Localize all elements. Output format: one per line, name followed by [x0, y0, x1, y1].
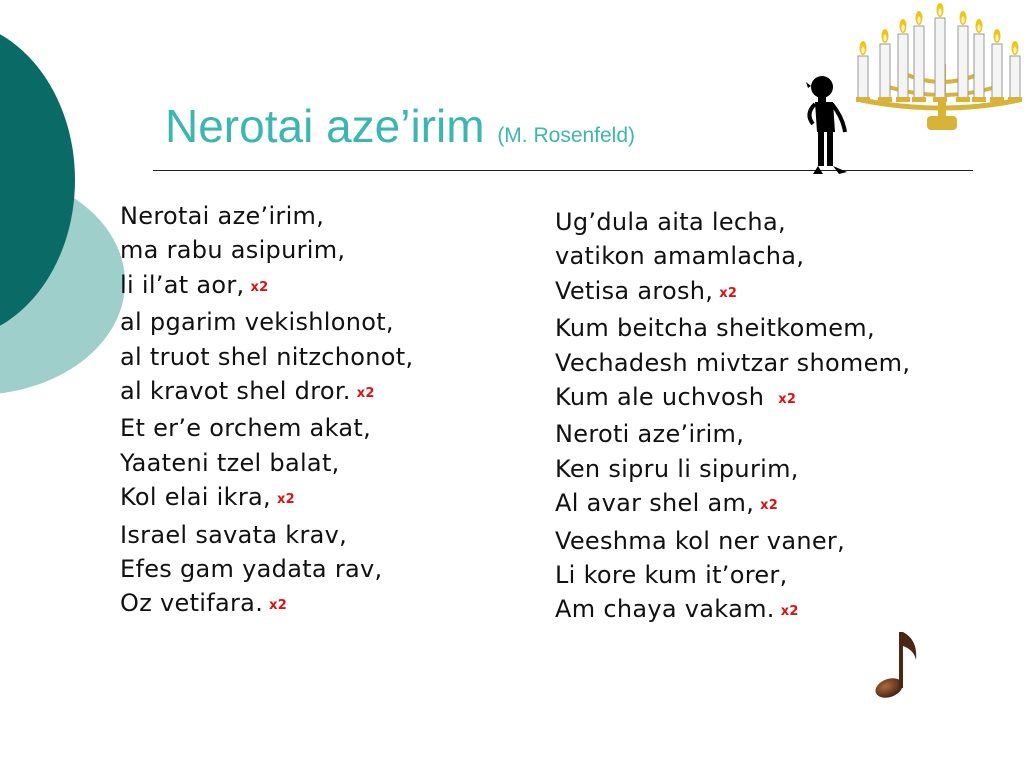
lyric-text: Neroti aze’irim,	[555, 420, 745, 449]
lyric-line	[555, 558, 910, 592]
lyric-line	[120, 411, 413, 445]
lyric-line	[555, 346, 910, 380]
title-text: Nerotai aze’irim	[165, 100, 485, 152]
lyric-text: al truot shel nitzchonot,	[120, 342, 414, 371]
repeat-marker: x2	[276, 492, 295, 508]
lyric-line	[120, 340, 413, 374]
repeat-marker: x2	[250, 279, 269, 295]
lyric-text: Vetisa arosh,	[555, 276, 714, 305]
lyrics-column-left	[120, 199, 413, 624]
lyric-text: Yaateni tzel balat,	[120, 448, 340, 477]
lyric-line	[120, 199, 413, 233]
slide-title	[165, 98, 635, 164]
repeat-marker: x2	[780, 604, 799, 620]
lyric-line	[120, 305, 413, 339]
lyric-text: Kol elai ikra,	[120, 483, 271, 512]
lyrics-column-right	[555, 205, 910, 630]
lyric-line	[120, 446, 413, 480]
lyric-text: Vechadesh mivtzar shomem,	[555, 348, 911, 377]
lyric-text: Ug’dula aita lecha,	[555, 208, 786, 236]
lyric-text: ma rabu asipurim,	[120, 236, 346, 265]
lyric-line	[120, 518, 413, 552]
lyric-text: Li kore kum it’orer,	[555, 561, 788, 590]
lyric-line	[120, 552, 413, 586]
lyric-text: vatikon amamlacha,	[555, 242, 805, 271]
cartoon-figure-icon	[805, 74, 861, 178]
title-subtitle: (M. Rosenfeld)	[497, 124, 636, 147]
lyric-line	[555, 239, 910, 273]
lyric-text: Nerotai aze’irim,	[120, 202, 325, 230]
lyric-line	[120, 586, 413, 623]
repeat-marker: x2	[719, 285, 738, 301]
repeat-marker: x2	[269, 598, 288, 614]
lyric-text: Et er’e orchem akat,	[120, 414, 371, 443]
lyric-text: Veeshma kol ner vaner,	[555, 526, 845, 555]
menorah-icon	[855, 4, 1024, 134]
lyric-line	[555, 311, 910, 345]
lyric-text: li il’at aor,	[120, 270, 245, 299]
lyric-text: Am chaya vakam.	[555, 595, 775, 624]
repeat-marker: x2	[778, 392, 797, 408]
lyric-line	[555, 592, 910, 629]
lyric-text: Oz vetifara.	[120, 589, 264, 618]
repeat-marker: x2	[356, 386, 375, 402]
lyric-line	[555, 274, 910, 311]
lyric-text: al kravot shel dror.	[120, 377, 351, 406]
lyric-line	[555, 417, 910, 451]
lyric-text: Al avar shel am,	[555, 489, 755, 518]
lyric-line	[120, 480, 413, 517]
lyric-text: Kum ale uchvosh	[555, 383, 773, 412]
lyric-line	[120, 374, 413, 411]
lyric-text: Israel savata krav,	[120, 520, 348, 549]
lyric-line	[555, 380, 910, 417]
lyric-text: Efes gam yadata rav,	[120, 555, 383, 584]
lyric-line	[555, 205, 910, 239]
lyric-text: al pgarim vekishlonot,	[120, 308, 394, 337]
lyric-line	[555, 524, 910, 558]
lyric-line	[120, 268, 413, 305]
repeat-marker: x2	[760, 498, 779, 514]
lyric-line	[555, 452, 910, 486]
lyric-text: Ken sipru li sipurim,	[555, 454, 799, 483]
lyric-text: Kum beitcha sheitkomem,	[555, 314, 875, 343]
music-note-icon	[872, 626, 927, 701]
lyric-line	[555, 486, 910, 523]
lyric-line	[120, 233, 413, 267]
